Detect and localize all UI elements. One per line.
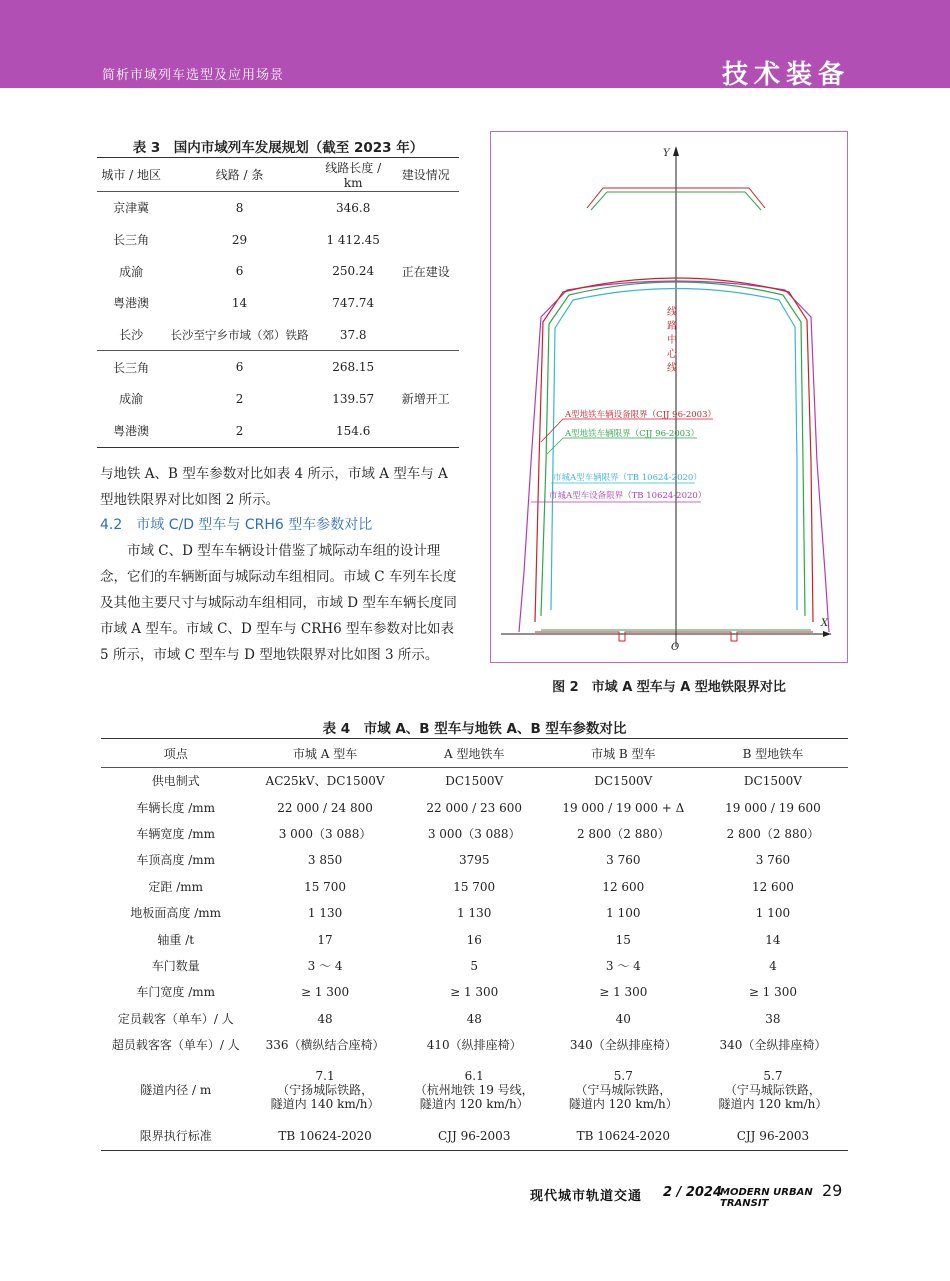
table-cell: 48 — [466, 1011, 482, 1026]
table-row — [101, 979, 848, 1005]
tunnel-line: 5.7 — [613, 1069, 633, 1084]
label-magenta: 市城A型车设备限界（TB 10624-2020） — [549, 491, 707, 501]
table-row — [101, 768, 848, 795]
table-cell: AC25kV、DC1500V — [265, 774, 385, 789]
table-cell: 供电制式 — [151, 774, 200, 789]
x-axis-label: X — [821, 618, 829, 629]
table-cell: 2 800（2 880） — [726, 826, 820, 841]
figure2-frame — [490, 131, 848, 663]
table-cell: 车辆长度 /mm — [136, 800, 216, 815]
centerline-char: 路 — [667, 321, 677, 332]
table-cell: TB 10624-2020 — [549, 1122, 698, 1151]
y-axis-arrow — [673, 146, 679, 156]
table-cell: 6 — [165, 351, 313, 383]
table-row — [101, 1122, 848, 1151]
outline-green — [541, 282, 805, 616]
table-cell: 15 700 — [304, 879, 347, 894]
table-cell: 限界执行标准 — [101, 1122, 250, 1151]
tunnel-line: 隧道内 120 km/h） — [568, 1097, 678, 1112]
table4-header-row — [101, 739, 848, 768]
table3-caption: 表 3 国内市域列车发展规划（截至 2023 年） — [132, 140, 424, 156]
table-cell: 12 600 — [602, 879, 645, 894]
table-cell: 19 000 / 19 000 + Δ — [562, 800, 685, 815]
table-cell: 22 000 / 23 600 — [426, 800, 523, 815]
table-cell: ≥ 1 300 — [748, 985, 798, 1000]
table-cell: TB 10624-2020 — [250, 1122, 399, 1151]
figure2-caption: 图 2 市域 A 型车与 A 型地铁限界对比 — [552, 680, 786, 695]
table-cell: 隧道内径 / m — [140, 1083, 212, 1098]
table-cell: 1 100 — [755, 906, 791, 921]
table-cell: 29 — [231, 232, 248, 247]
table-cell: 京津冀 — [113, 201, 150, 216]
table-row — [97, 351, 459, 383]
table-cell: 48 — [317, 1011, 333, 1026]
tunnel-line: 6.1 — [464, 1069, 484, 1084]
table3-header-status: 建设情况 — [393, 158, 459, 192]
table-cell: 38 — [765, 1011, 781, 1026]
table-cell: 40 — [615, 1011, 631, 1026]
centerline-char: 线 — [667, 307, 677, 318]
table-cell: 4 — [769, 958, 777, 973]
table-cell: 336（横纵结合座椅） — [265, 1038, 385, 1053]
table-row — [101, 847, 848, 873]
table-cell: 154.6 — [314, 415, 393, 447]
status-building: 正在建设 — [401, 264, 450, 279]
x-axis-arrow — [823, 631, 831, 637]
running-title: 简析市域列车选型及应用场景 — [102, 68, 285, 83]
table-cell: 定员载客（单车）/ 人 — [117, 1011, 234, 1026]
journal-name: 现代城市轨道交通 — [530, 1189, 643, 1204]
label-red: A型地铁车辆设备限界（CJJ 96-2003） — [565, 410, 716, 420]
table-cell: 成渝 — [119, 392, 144, 407]
table-cell: 地板面高度 /mm — [130, 906, 222, 921]
table-row — [97, 192, 459, 224]
table-cell: ≥ 1 300 — [300, 985, 350, 1000]
table-row — [101, 926, 848, 952]
table-cell: 1 130 — [457, 906, 492, 921]
table-cell: 410（纵排座椅） — [426, 1038, 522, 1053]
table-cell: 粤港澳 — [113, 296, 150, 311]
status-new: 新增开工 — [393, 351, 459, 447]
table-cell: 长三角 — [97, 351, 165, 383]
table-cell: 长沙 — [119, 328, 144, 343]
tunnel-line: （宁马城际铁路， — [724, 1083, 821, 1098]
table-cell: 3 ～ 4 — [605, 958, 641, 973]
table4-caption: 表 4 市域 A、B 型车与地铁 A、B 型车参数对比 — [322, 721, 627, 737]
section-heading: 4.2 市域 C/D 型车与 CRH6 型车参数对比 — [100, 517, 373, 533]
table4 — [101, 738, 848, 1151]
table-cell: 8 — [235, 200, 244, 215]
table-cell: 车门宽度 /mm — [136, 985, 216, 1000]
tunnel-line: 隧道内 120 km/h） — [419, 1097, 529, 1112]
table-cell: ≥ 1 300 — [599, 985, 648, 1000]
table-cell: 747.74 — [332, 295, 375, 310]
table-cell: DC1500V — [445, 774, 504, 789]
table-cell: 3 850 — [307, 853, 343, 868]
table-cell: 17 — [317, 932, 333, 947]
table-cell: 19 000 / 19 600 — [725, 800, 821, 815]
paragraph-1 — [100, 461, 460, 513]
table-cell: 3 000（3 088） — [427, 826, 521, 841]
table-cell: 12 600 — [751, 879, 794, 894]
leader-green — [547, 438, 697, 454]
table-row — [101, 821, 848, 847]
table-cell: DC1500V — [594, 774, 653, 789]
tunnel-line: 隧道内 120 km/h） — [718, 1097, 828, 1112]
table-row — [101, 953, 848, 979]
table-cell: 3 000（3 088） — [278, 826, 372, 841]
table-cell: 37.8 — [339, 327, 367, 342]
table-cell: 6 — [235, 264, 244, 279]
origin-label: O — [671, 642, 680, 653]
table-cell: CJJ 96-2003 — [698, 1122, 848, 1151]
table-cell: 14 — [231, 295, 248, 310]
table4-header-cell: 市城 B 型车 — [549, 739, 698, 768]
table-cell: 粤港澳 — [97, 415, 165, 447]
table-cell: 5 — [470, 958, 479, 973]
issue-number: 2 / 2024 — [663, 1185, 723, 1200]
table-cell: 车辆宽度 /mm — [136, 826, 216, 841]
table3-header-row — [97, 158, 459, 192]
clearance-diagram — [491, 132, 847, 662]
table-cell: 268.15 — [314, 351, 393, 383]
label-green: A型地铁车辆限界（CJJ 96-2003） — [565, 429, 699, 439]
table-cell: 3 760 — [755, 853, 791, 868]
table-cell — [400, 1058, 549, 1122]
table-cell: 15 — [615, 932, 631, 947]
table-cell: 22 000 / 24 800 — [277, 800, 373, 815]
table-cell: 340（全纵排座椅） — [569, 1038, 677, 1053]
table-cell: 1 130 — [307, 906, 343, 921]
tunnel-line: 7.1 — [315, 1069, 335, 1084]
table-row-tunnel — [101, 1058, 848, 1122]
table-cell: 1 412.45 — [326, 232, 380, 247]
table3 — [97, 157, 459, 448]
tunnel-line: 5.7 — [763, 1069, 783, 1084]
table4-header-cell: 项点 — [101, 739, 250, 768]
table-cell: 2 — [165, 415, 313, 447]
tunnel-line: （宁马城际铁路， — [575, 1083, 672, 1098]
table-cell: 139.57 — [332, 391, 375, 406]
journal-name-en: MODERN URBAN TRANSIT — [720, 1187, 813, 1209]
table-cell: ≥ 1 300 — [450, 985, 499, 1000]
table-cell — [250, 1058, 399, 1122]
table-cell: 定距 /mm — [148, 879, 204, 894]
table-cell: DC1500V — [743, 774, 802, 789]
table-cell: 1 100 — [606, 906, 641, 921]
label-cyan: 市城A型车辆限界（TB 10624-2020） — [553, 473, 702, 483]
centerline-char: 中 — [667, 335, 677, 346]
centerline-char: 线 — [667, 363, 677, 374]
table-cell: 长沙至宁乡市域（郊）铁路 — [170, 327, 309, 342]
table-cell: 车门数量 — [151, 958, 200, 973]
y-axis-label: Y — [663, 148, 670, 159]
floor-red — [535, 632, 813, 641]
table-cell: 346.8 — [336, 200, 371, 215]
table-row — [101, 1006, 848, 1032]
table-cell: 14 — [765, 932, 781, 947]
table3-header-length: 线路长度 / km — [314, 158, 393, 192]
tunnel-line: （宁扬城际铁路， — [277, 1083, 374, 1098]
tunnel-line: （杭州地铁 19 号线， — [414, 1083, 534, 1098]
table-row — [101, 794, 848, 820]
table-cell: 2 800（2 880） — [576, 826, 670, 841]
paragraph-text: 与地铁 A、B 型车参数对比如表 4 所示，市域 A 型车与 A 型地铁限界对比如图 2 所示。 — [100, 466, 448, 508]
table-row — [101, 874, 848, 900]
table-cell: 16 — [466, 932, 482, 947]
table-row — [101, 1032, 848, 1058]
outline-magenta — [519, 281, 829, 632]
table-cell — [698, 1058, 848, 1122]
table-cell — [549, 1058, 698, 1122]
table-cell: 长三角 — [113, 233, 150, 248]
table4-header-cell: 市城 A 型车 — [250, 739, 399, 768]
table-cell: 340（全纵排座椅） — [719, 1038, 827, 1053]
table-cell: 轴重 /t — [157, 932, 195, 947]
paragraph-text: 市域 C、D 型车车辆设计借鉴了城际动车组的设计理念，它们的车辆断面与城际动车组相同。市域 C 车列车长度及其他主要尺寸与城际动车组相同，市域 D 型车车辆长度同市域 A 型车。市域 C、D 型车与 CRH6 型车参数对比如表 5 所示，市域 C 型车与 D 型地铁限界对比如图 3 所示。 — [100, 543, 457, 663]
centerline-char: 心 — [667, 349, 677, 360]
table-cell: 3 760 — [606, 853, 641, 868]
page-header — [0, 0, 950, 88]
table-cell: CJJ 96-2003 — [400, 1122, 549, 1151]
table-cell: 3795 — [458, 853, 490, 868]
table4-header-cell: B 型地铁车 — [698, 739, 848, 768]
table3-header-city: 城市 / 地区 — [97, 158, 165, 192]
table-cell: 3 ～ 4 — [307, 958, 343, 973]
page-number: 29 — [822, 1181, 843, 1200]
column-title: 技术装备 — [721, 60, 850, 90]
table-row — [101, 900, 848, 926]
table-cell: 成渝 — [119, 264, 144, 279]
table-cell: 车顶高度 /mm — [136, 853, 216, 868]
table-cell: 2 — [235, 391, 244, 406]
table-cell: 250.24 — [332, 264, 375, 279]
table4-header-cell: A 型地铁车 — [400, 739, 549, 768]
table3-header-lines: 线路 / 条 — [165, 158, 313, 192]
table-cell: 15 700 — [453, 879, 496, 894]
table-cell: 超员载客客（单车）/ 人 — [111, 1038, 240, 1053]
paragraph-2 — [100, 538, 460, 668]
tunnel-line: 隧道内 140 km/h） — [270, 1097, 380, 1112]
